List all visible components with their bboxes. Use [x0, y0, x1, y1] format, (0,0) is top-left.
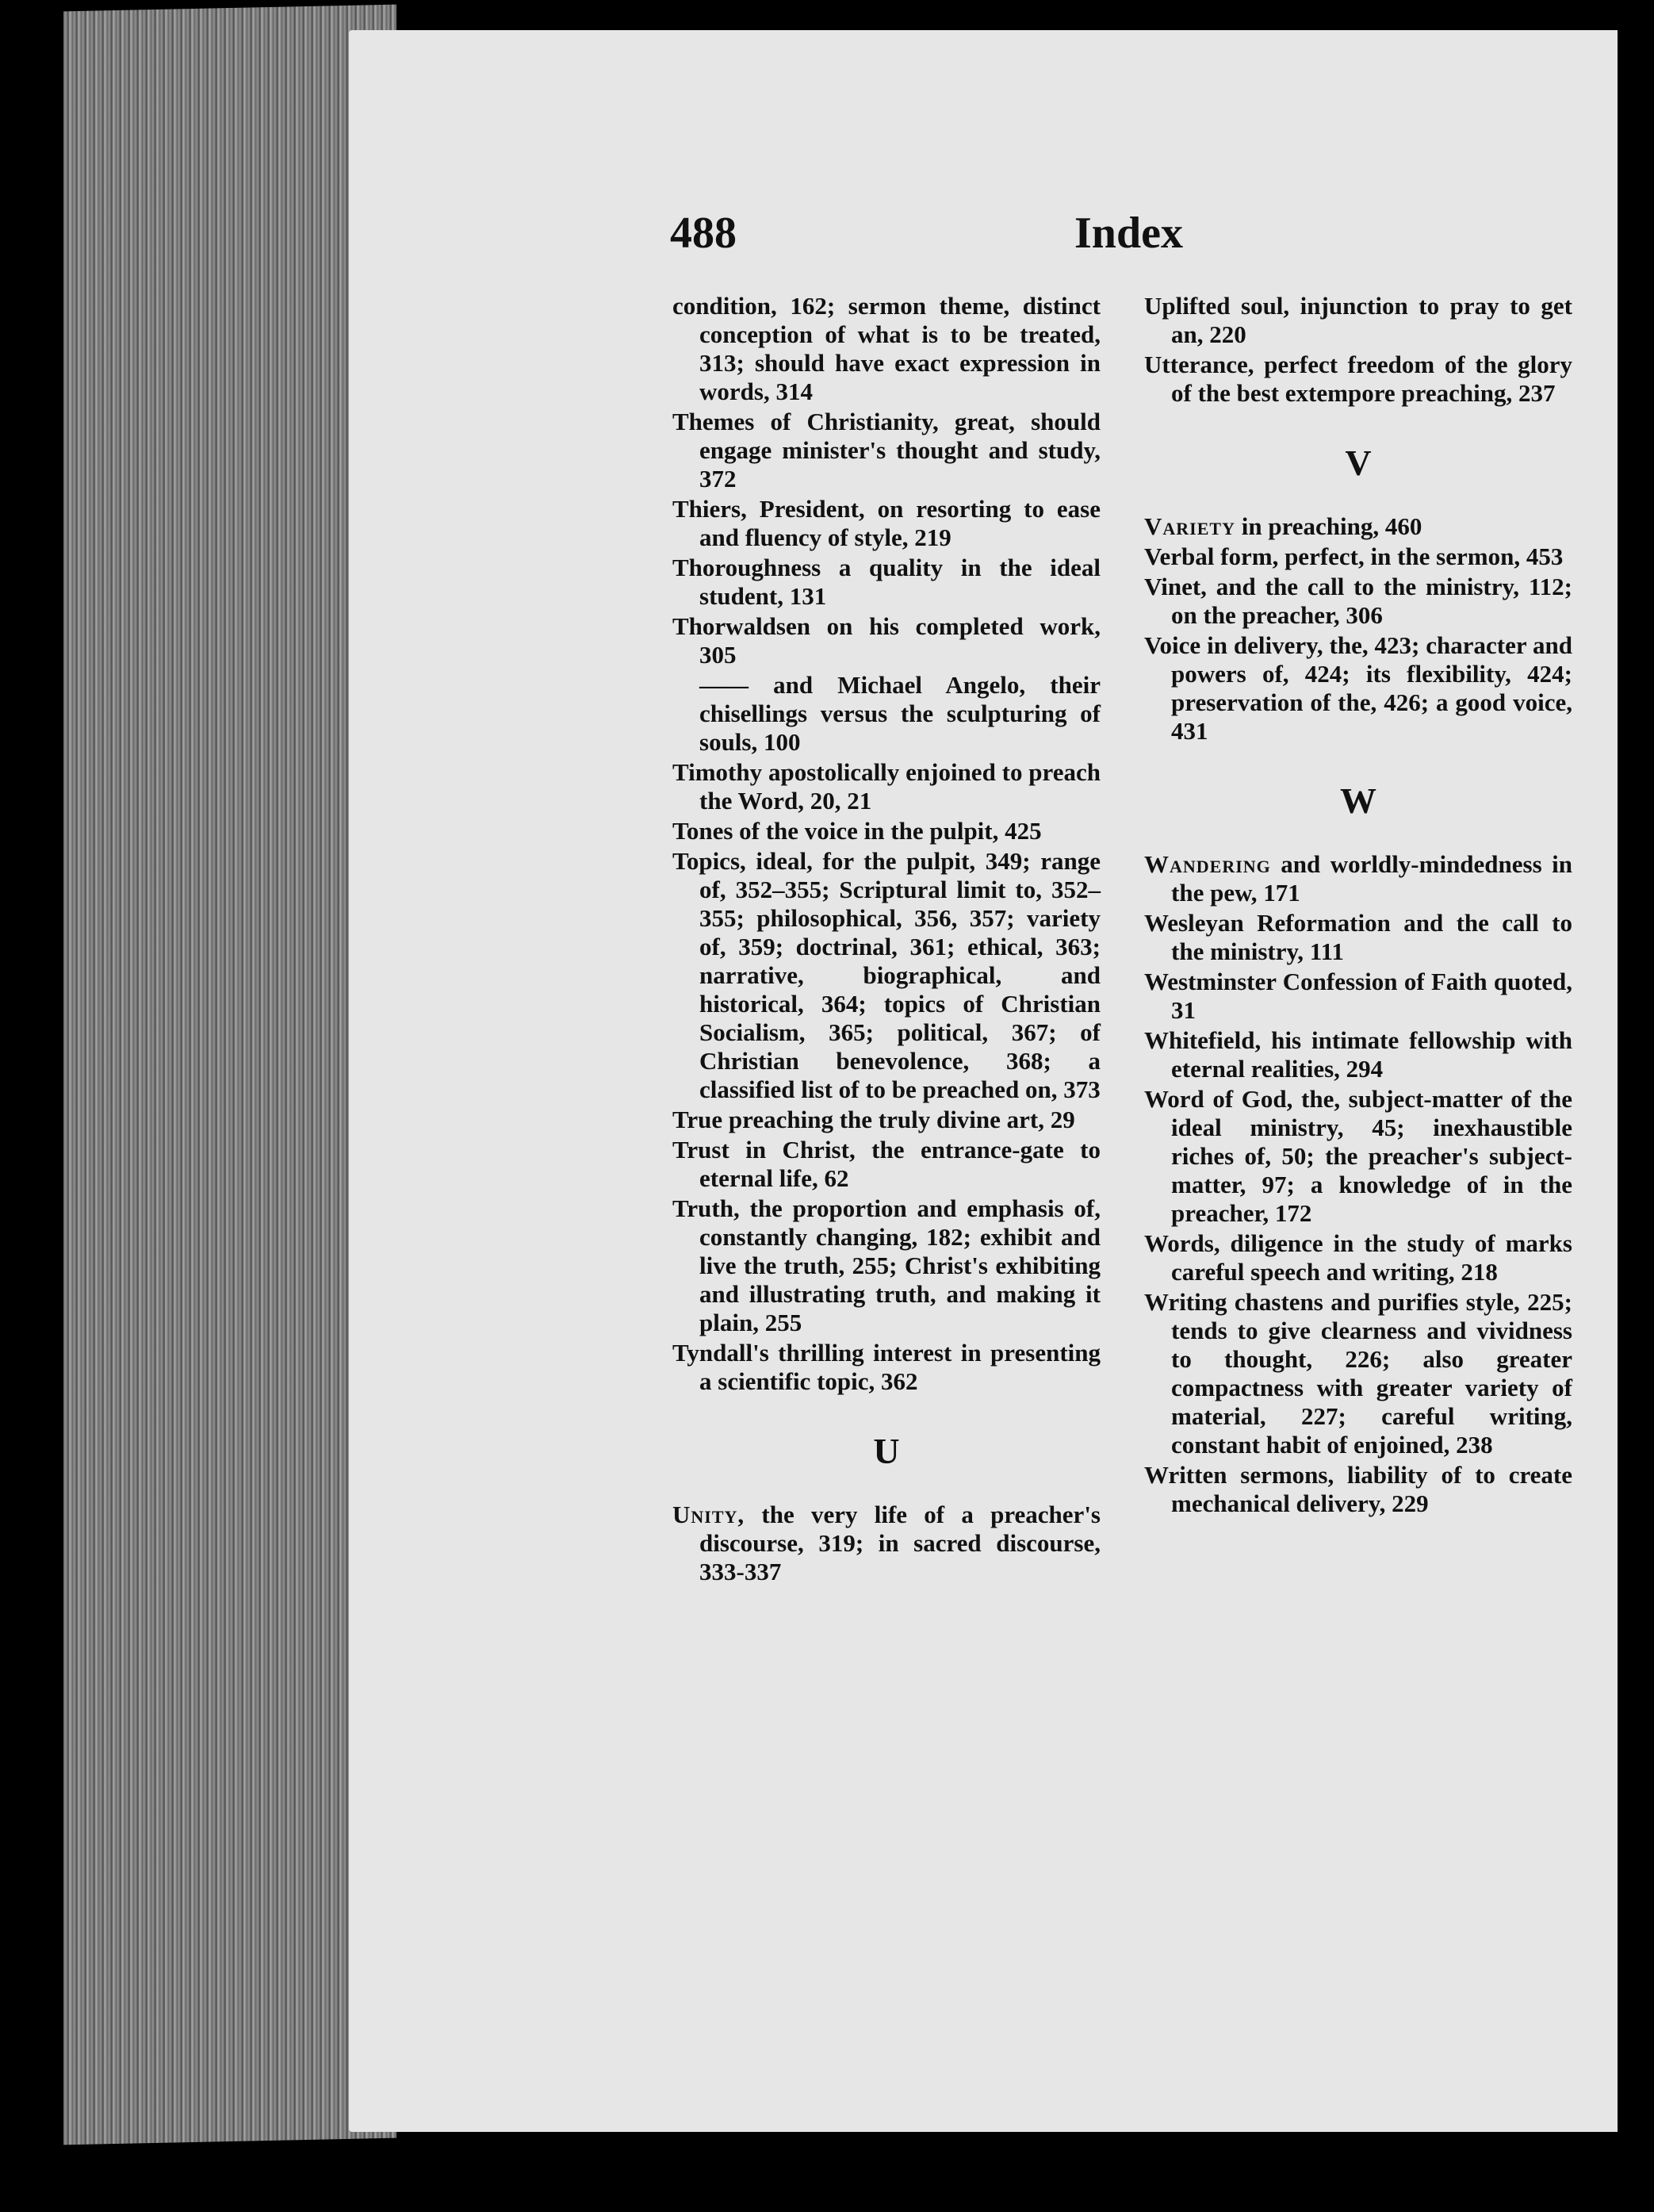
entry-text: Word of God, the, subject-matter of the ideal ministry, 45; inexhaustible riches of, 50; the preacher's subject-matter, 97; a knowledge of in the preacher, 172 [1144, 1085, 1572, 1227]
index-entry-continued [672, 292, 1101, 406]
entry-text: Words, diligence in the study of marks careful speech and writing, 218 [1144, 1229, 1572, 1286]
index-subentry [672, 671, 1101, 757]
index-entry [672, 1339, 1101, 1396]
entry-text: in preaching, 460 [1235, 512, 1422, 540]
entry-text: the very life of a preacher's discourse, 319; in sacred discourse, 333-337 [699, 1501, 1101, 1585]
index-entry [672, 817, 1101, 845]
index-entry [1144, 351, 1572, 408]
entry-text: Wesleyan Reformation and the call to the ministry, 111 [1144, 909, 1572, 965]
entry-text: Thorwaldsen on his completed work, 305 [672, 612, 1101, 669]
entry-text: Vinet, and the call to the ministry, 112; on the preacher, 306 [1144, 573, 1572, 629]
index-entry [1144, 1288, 1572, 1459]
entry-headword: Variety [1144, 512, 1235, 540]
index-entry [672, 554, 1101, 611]
page-edge-stack [63, 5, 396, 2145]
index-entry [672, 1194, 1101, 1337]
entry-text: Themes of Christianity, great, should engage minister's thought and study, 372 [672, 408, 1101, 493]
index-entry [672, 847, 1101, 1104]
entry-headword: Wandering [1144, 850, 1271, 878]
index-entry [1144, 512, 1572, 541]
index-entry [1144, 292, 1572, 349]
index-entry [672, 612, 1101, 669]
page-number: 488 [670, 209, 737, 258]
index-entry [672, 1136, 1101, 1193]
entry-text: Voice in delivery, the, 423; character and powers of, 424; its flexibility, 424; preservation of the, 426; a good voice, 431 [1144, 631, 1572, 745]
entry-text: Whitefield, his intimate fellowship with eternal realities, 294 [1144, 1026, 1572, 1083]
index-entry [672, 495, 1101, 552]
index-entry [1144, 1026, 1572, 1083]
index-column-right [1144, 292, 1572, 1520]
entry-text: and worldly-mindedness in the pew, 171 [1171, 850, 1572, 907]
entry-text: True preaching the truly divine art, 29 [672, 1106, 1075, 1133]
entry-text: Uplifted soul, injunction to pray to get an, 220 [1144, 292, 1572, 348]
section-letter-u: U [873, 1431, 900, 1471]
entry-text: Thiers, President, on resorting to ease and fluency of style, 219 [672, 495, 1101, 551]
entry-text: Truth, the proportion and emphasis of, constantly changing, 182; exhibit and live the truth, 255; Christ's exhibiting and illustrating truth, and making it plain, 255 [672, 1194, 1101, 1336]
index-entry [1144, 968, 1572, 1025]
index-entry [672, 758, 1101, 815]
entry-headword: Unity, [672, 1501, 745, 1528]
entry-text: Westminster Confession of Faith quoted, 31 [1144, 968, 1572, 1024]
entry-text: condition, 162; sermon theme, distinct conception of what is to be treated, 313; should have exact expression in words, 314 [672, 292, 1101, 405]
index-entry [1144, 542, 1572, 571]
running-head [0, 208, 1654, 263]
entry-text: Tones of the voice in the pulpit, 425 [672, 817, 1042, 845]
entry-text: Topics, ideal, for the pulpit, 349; range of, 352–355; Scriptural limit to, 352–355; philosophical, 356, 357; variety of, 359; doctrinal, 361; ethical, 363; narrative, biographical, and historical, 364; topics of Christian Socialism, 365; political, 367; of Christian benevolence, 368; a classified list of to be preached on, 373 [672, 847, 1101, 1103]
entry-text: Written sermons, liability of to create mechanical delivery, 229 [1144, 1461, 1572, 1517]
index-entry [1144, 850, 1572, 907]
entry-text: Timothy apostolically enjoined to preach the Word, 20, 21 [672, 758, 1101, 815]
entry-text: Verbal form, perfect, in the sermon, 453 [1144, 542, 1564, 570]
index-entry [1144, 1085, 1572, 1228]
entry-text: Writing chastens and purifies style, 225; tends to give clearness and vividness to thought, 226; also greater compactness with greater variety of material, 227; careful writing, constant habit of enjoined, 238 [1144, 1288, 1572, 1459]
entry-text: Thoroughness a quality in the ideal student, 131 [672, 554, 1101, 610]
section-letter-v: V [1345, 443, 1372, 483]
entry-text: Tyndall's thrilling interest in presenting a scientific topic, 362 [672, 1339, 1101, 1395]
entry-text: Utterance, perfect freedom of the glory of the best extempore preaching, 237 [1144, 351, 1572, 407]
index-entry [1144, 1461, 1572, 1518]
entry-text: Trust in Christ, the entrance-gate to eternal life, 62 [672, 1136, 1101, 1192]
index-entry [1144, 631, 1572, 746]
running-title: Index [1074, 209, 1183, 258]
index-entry [672, 1501, 1101, 1586]
index-entry [1144, 1229, 1572, 1286]
index-column-left [672, 292, 1101, 1588]
section-letter-w: W [1340, 780, 1376, 821]
index-entry [1144, 909, 1572, 966]
entry-text: —— and Michael Angelo, their chisellings versus the sculpturing of souls, 100 [699, 671, 1101, 756]
index-entry [672, 408, 1101, 493]
index-entry [672, 1106, 1101, 1134]
index-entry [1144, 573, 1572, 630]
